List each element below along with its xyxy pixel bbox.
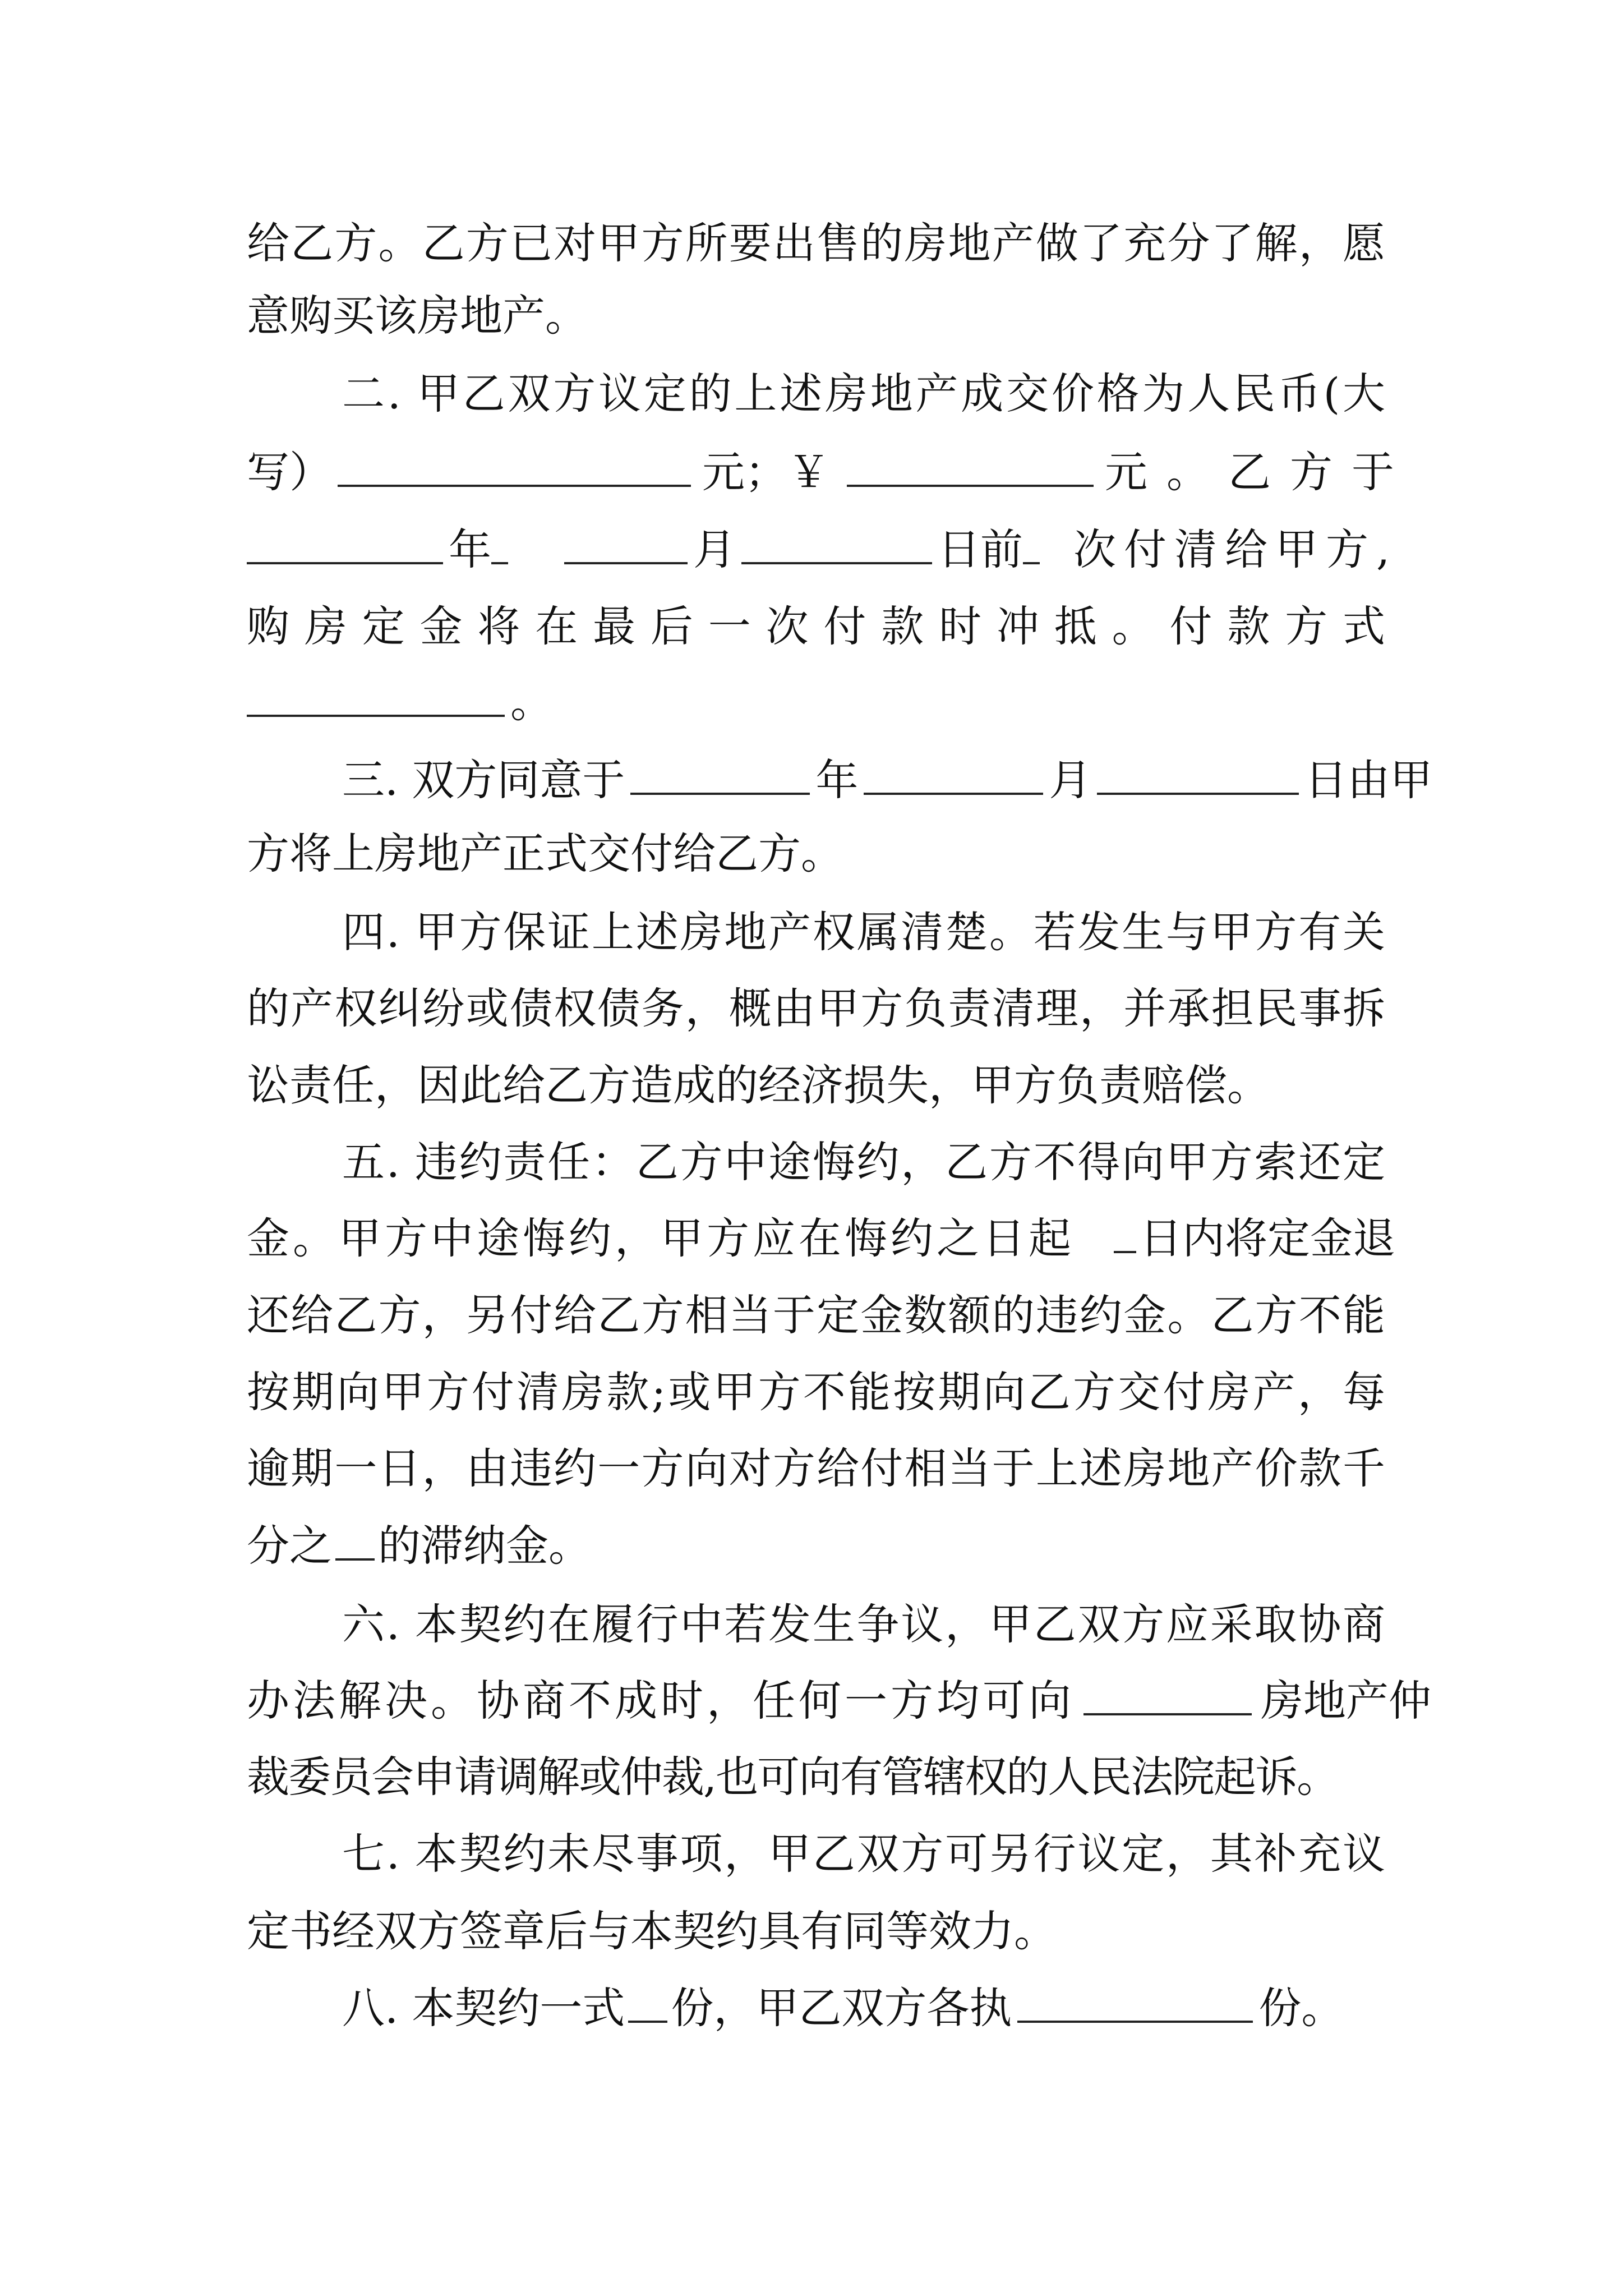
clause-2-line-5	[247, 669, 1385, 736]
payment-method-blank	[247, 675, 505, 717]
clause-4-line-2: 的产权纠纷或债权债务，概由甲方负责清理，并承担民事拆	[247, 983, 1385, 1033]
clause-5-text-c: 分之	[247, 1521, 332, 1571]
clause-2-line-3	[247, 516, 1398, 583]
payment-short-blank	[491, 523, 508, 564]
clause-5-line-1: 五. 违约责任：乙方中途悔约，乙方不得向甲方索还定	[342, 1137, 1385, 1187]
paragraph-1-line-2: 意购买该房地产。	[247, 291, 588, 341]
clause-3-text-b: 日由甲	[1304, 755, 1433, 805]
clause-3-line-1	[342, 747, 1433, 814]
clause-5-text-a: 金。甲方中途悔约，甲方应在悔约之日起	[247, 1213, 1075, 1263]
clause-7-line-2: 定书经双方签章后与本契约具有同等效力。	[247, 1906, 1057, 1956]
clause-3-text-a: 三. 双方同意于	[342, 755, 625, 805]
clause-6-text-b: 房地产仲	[1261, 1676, 1431, 1726]
clause-2-line-2	[247, 439, 1413, 506]
delivery-year-blank	[630, 753, 810, 795]
clause-3-line-2: 方将上房地产正式交付给乙方。	[247, 829, 843, 878]
payment-day-blank	[741, 523, 932, 564]
clause-4-line-1: 四. 甲方保证上述房地产权属清楚。若发生与甲方有关	[342, 907, 1385, 957]
clause-7-line-1: 七. 本契约未尽事项，甲乙双方可另行议定，其补充议	[342, 1829, 1385, 1879]
price-number-blank	[847, 445, 1094, 487]
clause-8-text-b: 份，甲乙双方各执	[671, 1983, 1012, 2033]
clause-3-year-label: 年	[815, 755, 859, 805]
clause-5-line-3: 还给乙方，另付给乙方相当于定金数额的违约金。乙方不能	[247, 1290, 1385, 1340]
paragraph-1-line-1: 给乙方。乙方已对甲方所要出售的房地产做了充分了解，愿	[247, 218, 1385, 268]
clause-8-line-1	[342, 1975, 1385, 2042]
clause-5-line-4: 按期向甲方付清房款;或甲方不能按期向乙方交付房产，每	[247, 1367, 1385, 1417]
clause-2-text-a: 写）	[247, 447, 332, 497]
clause-4-line-3: 讼责任，因此给乙方造成的经济损失，甲方负责赔偿。	[247, 1060, 1270, 1110]
clause-6-line-1: 六. 本契约在履行中若发生争议，甲乙双方应采取协商	[342, 1599, 1385, 1649]
clause-2-day-label: 日前	[938, 524, 1023, 574]
delivery-month-blank	[864, 753, 1043, 795]
payment-year-blank	[247, 523, 443, 564]
clause-2-text-b: 元；￥	[702, 447, 830, 497]
clause-6-text-a: 办法解决。协商不成时，任何一方均可向	[247, 1676, 1075, 1726]
installments-blank	[1023, 523, 1040, 564]
clause-2-line-1: 二. 甲乙双方议定的上述房地产成交价格为人民币(大	[342, 369, 1385, 418]
clause-3-month-label: 月	[1049, 755, 1092, 805]
late-fee-rate-blank	[335, 1519, 375, 1561]
clause-8-text-a: 八. 本契约一式	[342, 1983, 625, 2033]
delivery-day-blank	[1097, 753, 1299, 795]
clause-2-text-e: 。	[510, 677, 553, 727]
clause-2-month-label: 月	[693, 524, 736, 574]
clause-6-line-3: 裁委员会申请调解或仲裁,也可向有管辖权的人民法院起诉。	[247, 1752, 1339, 1802]
clause-5-line-5: 逾期一日，由违约一方向对方给付相当于上述房地产价款千	[247, 1443, 1385, 1493]
clause-5-text-b: 日内将定金退	[1140, 1213, 1395, 1263]
price-uppercase-blank	[338, 445, 691, 487]
payment-month-blank	[564, 523, 688, 564]
clause-2-year-label: 年	[449, 524, 491, 574]
refund-days-blank	[1114, 1212, 1136, 1253]
clause-5-line-6	[247, 1512, 1385, 1580]
copies-each-blank	[1017, 1981, 1253, 2023]
clause-5-text-d: 的滞纳金。	[378, 1521, 591, 1571]
clause-5-line-2	[247, 1205, 1395, 1272]
arbitration-city-blank	[1083, 1674, 1252, 1715]
clause-2-line-4: 购房定金将在最后一次付款时冲抵。付款方式	[247, 601, 1385, 651]
clause-8-text-c: 份。	[1258, 1983, 1344, 2033]
clause-2-text-d: 次付清给甲方,	[1073, 524, 1398, 574]
copies-total-blank	[628, 1981, 667, 2023]
clause-2-text-c: 元。乙方于	[1105, 447, 1413, 497]
clause-6-line-2	[247, 1667, 1431, 1734]
